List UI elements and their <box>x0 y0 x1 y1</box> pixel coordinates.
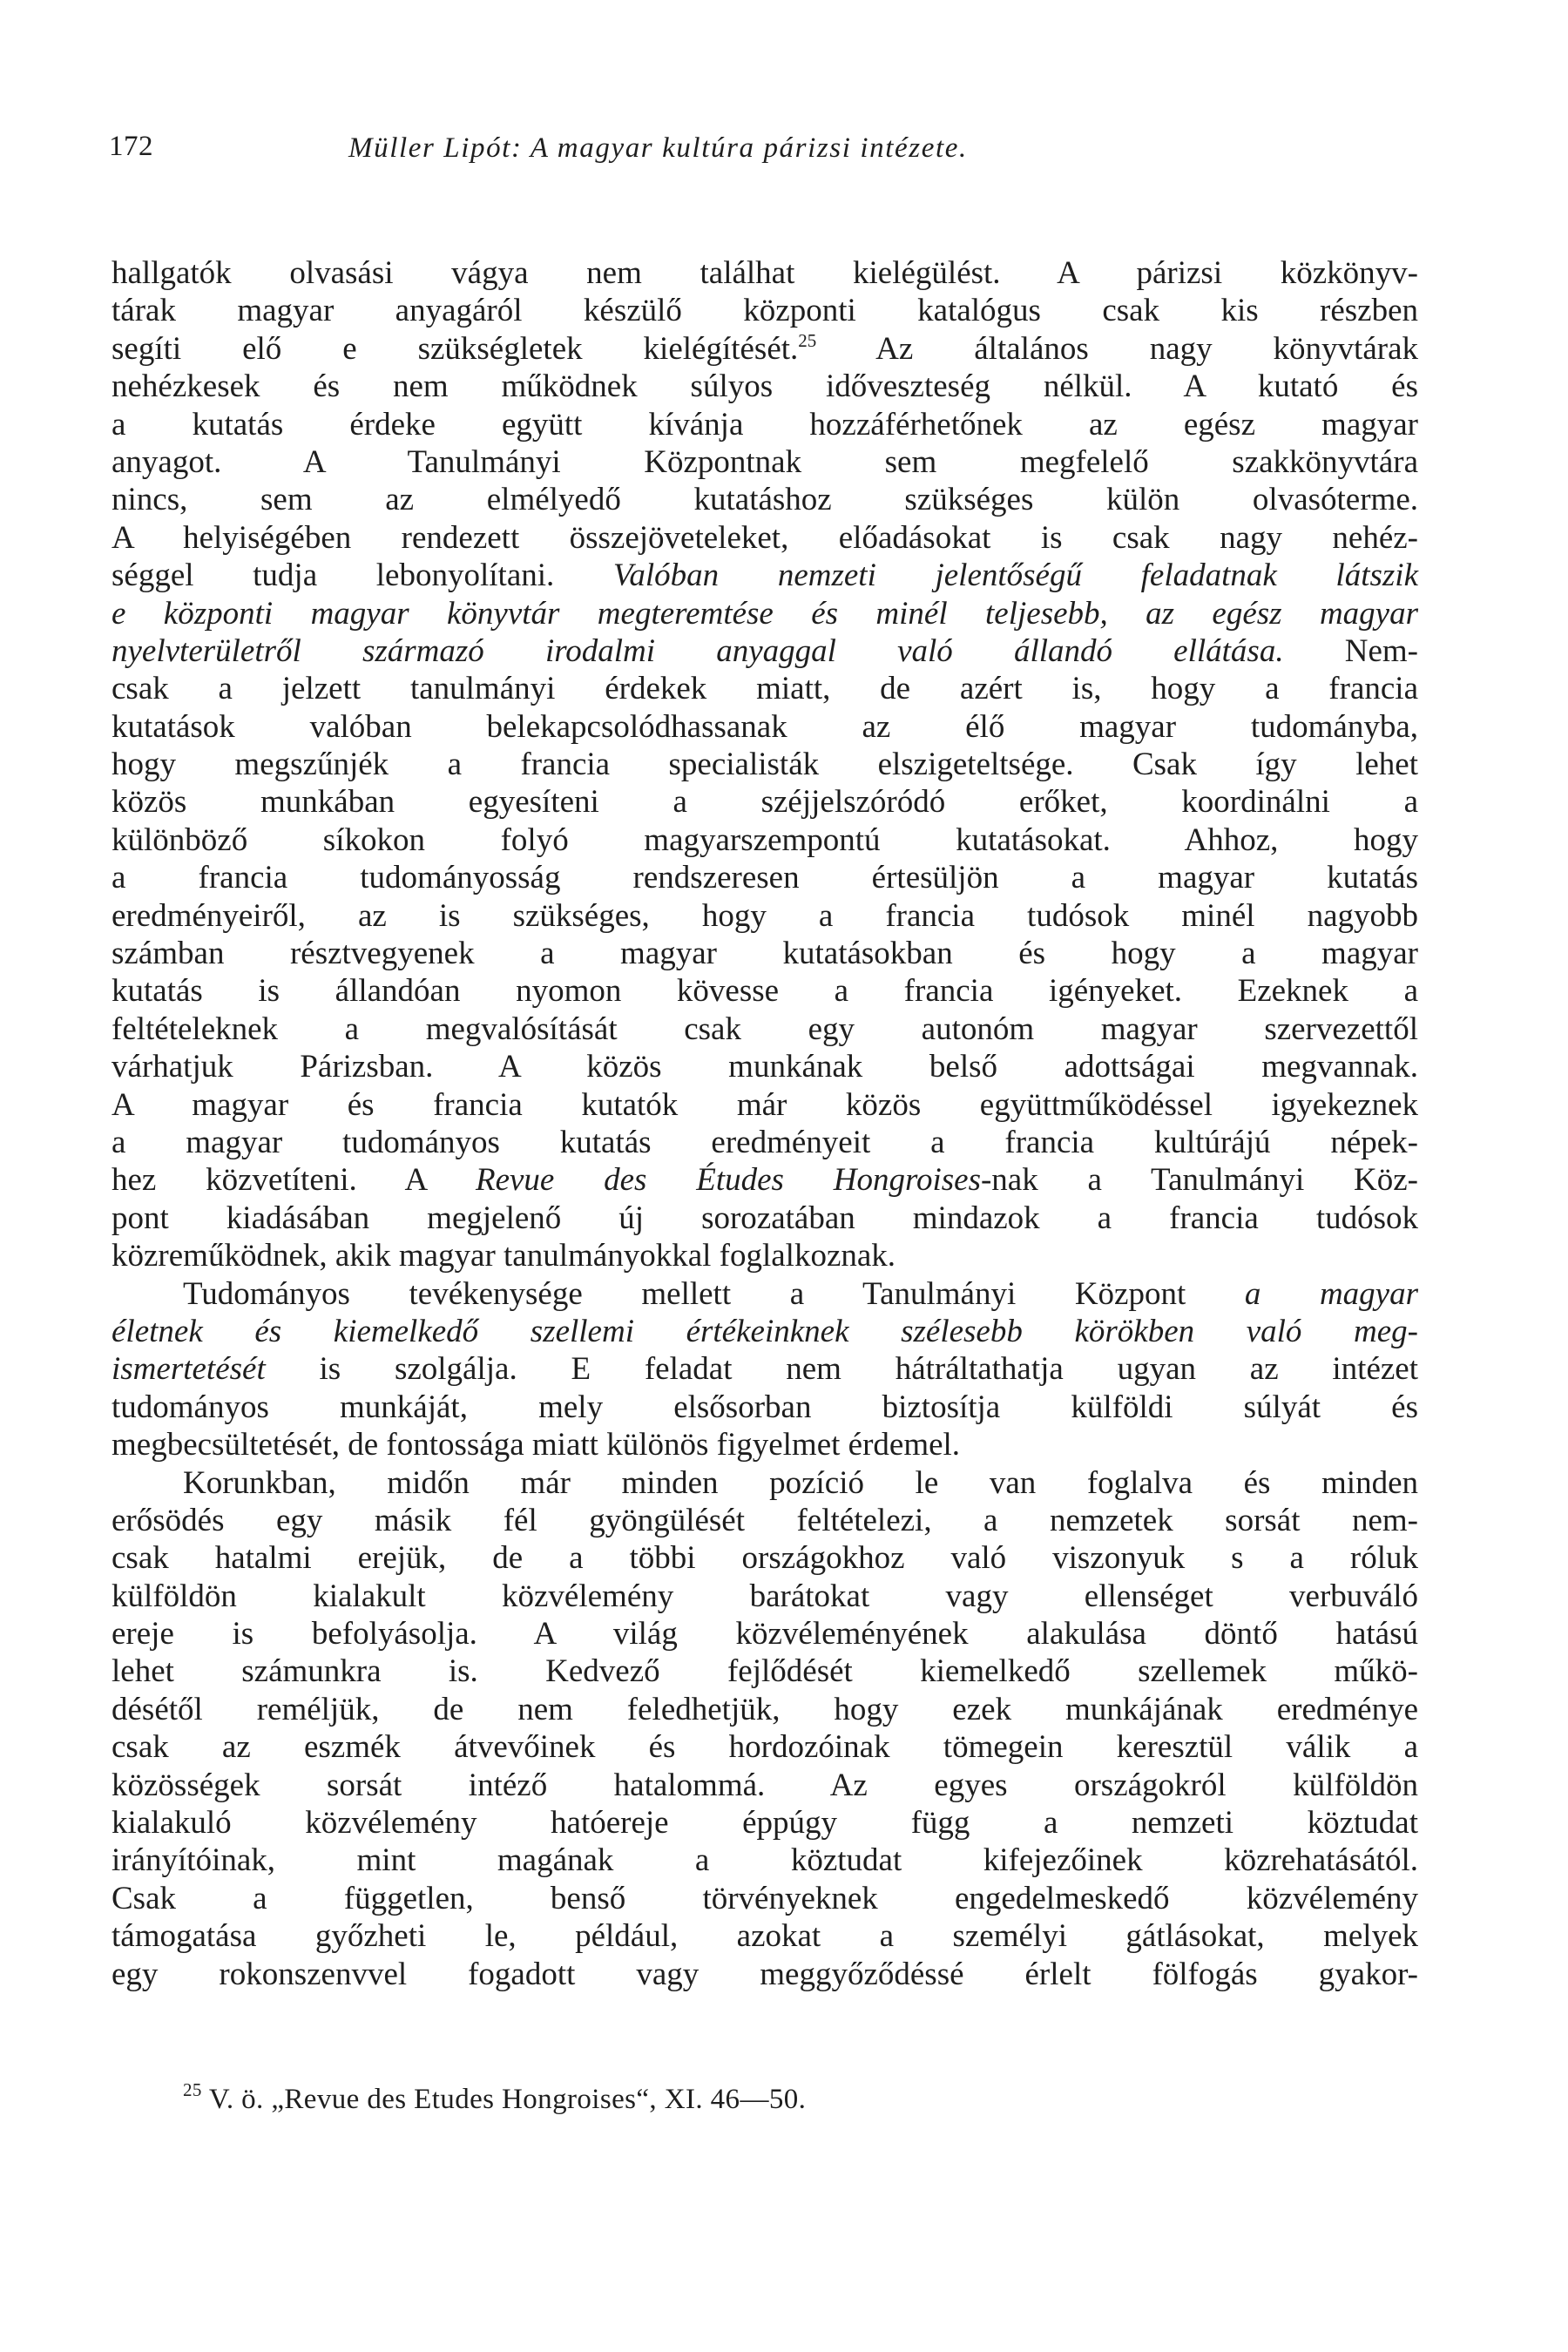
text-line: nehézkesek és nem működnek súlyos időveszteség nélkül. A kutató és <box>112 368 1418 405</box>
text-line: várhatjuk Párizsban. A közös munkának belső adottságai megvannak. <box>112 1049 1418 1085</box>
italic-emphasis: nyelvterületről származó irodalmi anyaggal való állandó ellátása. <box>112 632 1284 669</box>
text-line: a francia tudományosság rendszeresen értesüljön a magyar kutatás <box>112 860 1418 896</box>
text-line: ereje is befolyásolja. A világ közvéleményének alakulása döntő hatású <box>112 1616 1418 1652</box>
italic-emphasis: a magyar <box>1244 1275 1418 1312</box>
text-line: csak hatalmi erejük, de a többi országokhoz való viszonyuk s a róluk <box>112 1540 1418 1577</box>
text-line: életnek és kiemelkedő szellemi értékeinknek szélesebb körökben való meg- <box>112 1313 1418 1349</box>
text-line <box>112 1161 1418 1199</box>
running-head: Müller Lipót: A magyar kultúra párizsi intézete. <box>348 132 968 164</box>
text-line: A helyiségében rendezett összejöveteleket, előadásokat is csak nagy nehéz- <box>112 519 1418 556</box>
italic-emphasis: ismertetését <box>112 1351 266 1388</box>
text-line: nincs, sem az elmélyedő kutatáshoz szükséges külön olvasóterme. <box>112 482 1418 518</box>
text-line: e központi magyar könyvtár megteremtése és minél teljesebb, az egész magyar <box>112 595 1418 632</box>
text-line: a kutatás érdeke együtt kívánja hozzáférhetőnek az egész magyar <box>112 406 1418 443</box>
text-line: désétől reméljük, de nem feledhetjük, hogy ezek munkájának eredménye <box>112 1691 1418 1727</box>
text-segment: hez közvetíteni. A <box>112 1162 476 1199</box>
text-line: csak az eszmék átvevőinek és hordozóinak tömegein keresztül válik a <box>112 1729 1418 1766</box>
text-line: anyagot. A Tanulmányi Központnak sem megfelelő szakkönyvtára <box>112 443 1418 480</box>
footnote-marker: 25 <box>183 2079 202 2100</box>
page-header <box>109 131 1424 183</box>
text-line <box>112 1275 1418 1313</box>
text-line: kutatások valóban belekapcsolódhassanak az élő magyar tudományba, <box>112 708 1418 745</box>
italic-emphasis: Valóban nemzeti jelentőségű feladatnak látszik <box>612 558 1418 594</box>
text-line: A magyar és francia kutatók már közös együttműködéssel igyekeznek <box>112 1086 1418 1123</box>
text-line: közös munkában egyesíteni a széjjelszóródó erőket, koordinálni a <box>112 784 1418 821</box>
text-segment: -nak a Tanulmányi Köz- <box>980 1162 1419 1199</box>
text-segment: Tudományos tevékenysége mellett a Tanulmányi Központ <box>183 1275 1245 1312</box>
text-line: Korunkban, midőn már minden pozíció le van foglalva és minden <box>183 1464 1418 1501</box>
text-line: tárak magyar anyagáról készülő központi katalógus csak kis részben <box>112 293 1418 329</box>
journal-title: Revue des Études Hongroises <box>475 1162 981 1199</box>
text-line <box>112 330 1418 368</box>
text-segment: séggel tudja lebonyolítani. <box>112 558 613 594</box>
text-line: a magyar tudományos kutatás eredményeit a francia kultúrájú népek- <box>112 1124 1418 1160</box>
footnote-reference: 25 <box>798 329 817 351</box>
text-segment: Nem- <box>1283 632 1418 669</box>
text-line: irányítóinak, mint magának a köztudat kifejezőinek közrehatásától. <box>112 1842 1418 1879</box>
body-text <box>112 254 1418 1993</box>
text-line: erősödés egy másik fél gyöngülését feltételezi, a nemzetek sorsát nem- <box>112 1502 1418 1538</box>
text-line: számban résztvegyenek a magyar kutatásokban és hogy a magyar <box>112 936 1418 972</box>
footnote-text: V. ö. „Revue des Etudes Hongroises“, XI. 46—50. <box>201 2084 807 2115</box>
text-line: közösségek sorsát intéző hatalommá. Az egyes országokról külföldön <box>112 1767 1418 1803</box>
text-line: kutatás is állandóan nyomon kövesse a francia igényeket. Ezeknek a <box>112 973 1418 1010</box>
text-line <box>112 557 1418 594</box>
text-segment: Az általános nagy könyvtárak <box>816 330 1418 367</box>
text-segment: segíti elő e szükségletek kielégítését. <box>112 330 799 367</box>
text-line: egy rokonszenvvel fogadott vagy meggyőződéssé érlelt fölfogás gyakor- <box>112 1956 1418 1992</box>
text-line: Csak a független, benső törvényeknek engedelmeskedő közvélemény <box>112 1880 1418 1916</box>
text-line: kialakuló közvélemény hatóereje éppúgy függ a nemzeti köztudat <box>112 1805 1418 1842</box>
text-line <box>112 632 1418 670</box>
footnote <box>183 2079 807 2116</box>
text-line: feltételeknek a megvalósítását csak egy autonóm magyar szervezettől <box>112 1010 1418 1047</box>
text-line: eredményeiről, az is szükséges, hogy a francia tudósok minél nagyobb <box>112 897 1418 934</box>
text-line: hallgatók olvasási vágya nem találhat kielégülést. A párizsi közkönyv- <box>112 255 1418 291</box>
text-line: pont kiadásában megjelenő új sorozatában mindazok a francia tudósok <box>112 1200 1418 1236</box>
text-line: hogy megszűnjék a francia specialisták elszigeteltsége. Csak így lehet <box>112 747 1418 783</box>
text-line: lehet számunkra is. Kedvező fejlődését kiemelkedő szellemek műkö- <box>112 1653 1418 1690</box>
text-line: megbecsültetését, de fontossága miatt különös figyelmet érdemel. <box>112 1427 961 1463</box>
text-line: támogatása győzheti le, például, azokat a személyi gátlásokat, melyek <box>112 1918 1418 1955</box>
text-line: különböző síkokon folyó magyarszempontú kutatásokat. Ahhoz, hogy <box>112 821 1418 858</box>
text-line: csak a jelzett tanulmányi érdekek miatt, de azért is, hogy a francia <box>112 671 1418 707</box>
text-line: külföldön kialakult közvélemény barátokat vagy ellenséget verbuváló <box>112 1578 1418 1614</box>
text-segment: is szolgálja. E feladat nem hátráltathatja ugyan az intézet <box>265 1351 1418 1388</box>
page-number: 172 <box>109 131 153 162</box>
text-line: tudományos munkáját, mely elsősorban biztosítja külföldi súlyát és <box>112 1389 1418 1425</box>
text-line <box>112 1350 1418 1388</box>
text-line: közreműködnek, akik magyar tanulmányokkal foglalkoznak. <box>112 1238 896 1274</box>
